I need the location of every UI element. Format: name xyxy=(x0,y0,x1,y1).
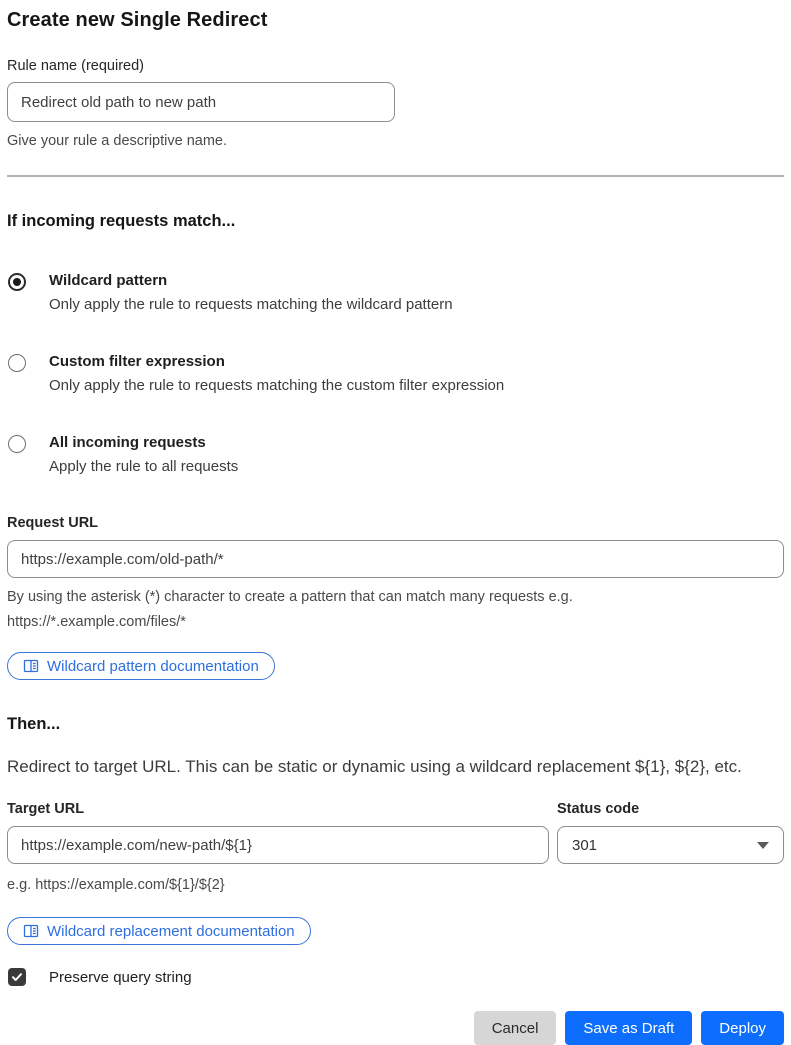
rule-name-help: Give your rule a descriptive name. xyxy=(7,133,228,149)
radio-button-icon[interactable] xyxy=(8,273,26,291)
save-as-draft-button[interactable]: Save as Draft xyxy=(565,1011,692,1045)
request-url-label: Request URL xyxy=(7,515,99,531)
deploy-button[interactable]: Deploy xyxy=(701,1011,784,1045)
radio-description: Only apply the rule to requests matching the custom filter expression xyxy=(49,377,505,394)
request-url-help-line1: By using the asterisk (*) character to create a pattern that can match many requests e.g. xyxy=(7,589,573,605)
request-url-input[interactable] xyxy=(7,540,784,578)
doc-button-label: Wildcard replacement documentation xyxy=(47,922,295,940)
chevron-down-icon xyxy=(757,842,769,849)
radio-button-icon[interactable] xyxy=(8,435,26,453)
radio-label: Wildcard pattern xyxy=(49,272,168,289)
preserve-query-label: Preserve query string xyxy=(49,968,192,986)
radio-label: Custom filter expression xyxy=(49,353,225,370)
book-icon xyxy=(23,923,39,939)
page-title: Create new Single Redirect xyxy=(7,9,268,31)
radio-option-wildcard-pattern[interactable] xyxy=(7,271,784,315)
radio-button-icon[interactable] xyxy=(8,354,26,372)
radio-description: Apply the rule to all requests xyxy=(49,458,239,475)
target-url-label: Target URL xyxy=(7,801,85,817)
target-url-help: e.g. https://example.com/${1}/${2} xyxy=(7,877,225,893)
radio-label: All incoming requests xyxy=(49,434,206,451)
request-url-help-line2: https://*.example.com/files/* xyxy=(7,614,186,630)
then-description: Redirect to target URL. This can be static or dynamic using a wildcard replacement ${1}, ${2}, etc. xyxy=(7,757,742,776)
book-icon xyxy=(23,658,39,674)
doc-button-label: Wildcard pattern documentation xyxy=(47,657,259,675)
target-url-input[interactable] xyxy=(7,826,549,864)
preserve-query-row[interactable] xyxy=(7,968,784,986)
rule-name-label: Rule name (required) xyxy=(7,58,145,74)
radio-description: Only apply the rule to requests matching the wildcard pattern xyxy=(49,296,453,313)
cancel-button[interactable]: Cancel xyxy=(474,1011,557,1045)
then-section-heading: Then... xyxy=(7,715,61,733)
radio-option-custom-filter[interactable] xyxy=(7,352,784,396)
status-code-value: 301 xyxy=(572,836,598,854)
status-code-select[interactable] xyxy=(557,826,784,864)
wildcard-pattern-docs-button[interactable] xyxy=(7,652,275,680)
footer-actions xyxy=(7,1011,784,1045)
match-section-heading: If incoming requests match... xyxy=(7,212,236,230)
status-code-label: Status code xyxy=(557,801,640,817)
radio-option-all-requests[interactable] xyxy=(7,433,784,477)
target-status-row xyxy=(7,801,784,898)
request-url-help xyxy=(7,585,784,635)
section-divider xyxy=(7,175,784,177)
checkbox-checked-icon[interactable] xyxy=(8,968,26,986)
wildcard-replacement-docs-button[interactable] xyxy=(7,917,311,945)
rule-name-input[interactable] xyxy=(7,82,395,122)
match-type-radio-group xyxy=(7,271,784,477)
